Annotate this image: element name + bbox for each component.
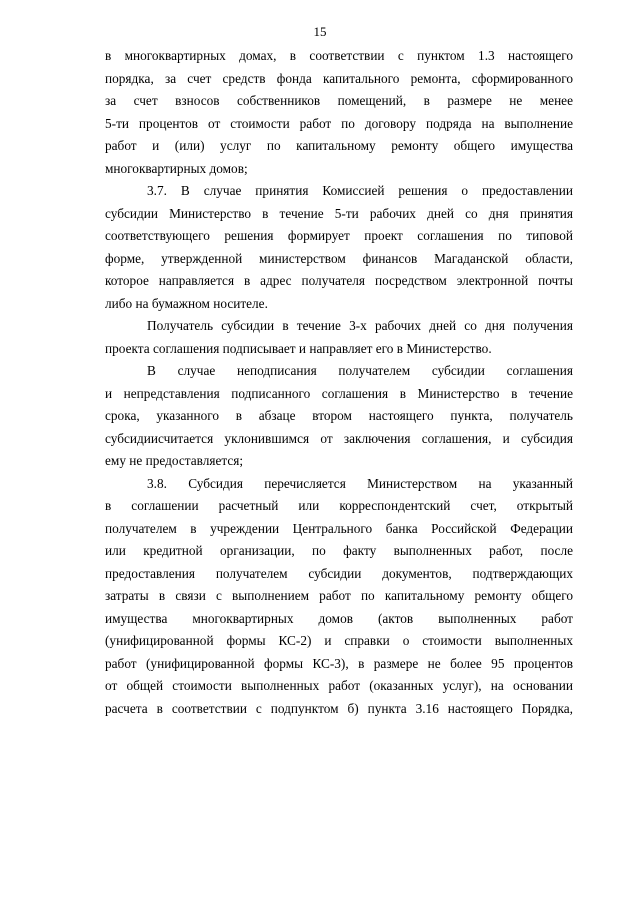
text-line: 5-ти процентов от стоимости работ по договору подряда на выполнение [105,115,573,131]
text-line: затраты в связи с выполнением работ по капитальному ремонту общего [105,588,573,603]
text-line: Получатель субсидии в течение 3-х рабочих дней со дня получения [147,318,573,333]
text-line: или кредитной организации, по факту выполненных работ, после [105,543,573,558]
page-number: 15 [313,24,327,39]
text-line: от общей стоимости выполненных работ (оказанных услуг), на основании [105,678,573,693]
text-line: либо на бумажном носителе. [105,295,268,311]
text-line: расчета в соответствии с подпунктом б) пункта 3.16 настоящего Порядка, [105,700,573,716]
text-line: в многоквартирных домах, в соответствии с пунктом 1.3 настоящего [105,48,573,63]
text-line: субсидии Министерство в течение 5-ти рабочих дней со дня принятия [105,205,573,221]
text-line: работ и (или) услуг по капитальному ремонту общего имущества [105,138,573,153]
text-line: предоставления получателем субсидии документов, подтверждающих [105,565,573,581]
text-line: субсидиисчитается уклонившимся от заключения соглашения, и субсидия [105,430,573,446]
text-line: В случае неподписания получателем субсидии соглашения [147,363,573,378]
text-line: порядка, за счет средств фонда капитального ремонта, сформированного [105,70,573,86]
text-line: и непредставления подписанного соглашения в Министерство в течение [105,385,573,401]
text-line: работ (унифицированной формы КС-3), в размере не более 95 процентов [105,655,573,671]
text-line: проекта соглашения подписывает и направляет его в Министерство. [105,340,492,356]
text-line: имущества многоквартирных домов (актов выполненных работ [105,610,573,626]
text-line: 3.8. Субсидия перечисляется Министерством на указанный [147,475,573,491]
text-line: получателем в учреждении Центрального банка Российской Федерации [105,520,573,536]
text-line: за счет взносов собственников помещений, в размере не менее [105,93,573,108]
text-line: многоквартирных домов; [105,160,248,176]
text-line: в соглашении расчетный или корреспондентский счет, открытый [105,498,573,513]
document-body [105,45,573,720]
text-line: срока, указанного в абзаце втором настоящего пункта, получатель [105,408,573,423]
text-line: 3.7. В случае принятия Комиссией решения о предоставлении [147,183,573,198]
text-line: соответствующего решения формирует проект соглашения по типовой [105,228,573,243]
text-line: форме, утвержденной министерством финансов Магаданской области, [105,250,573,266]
text-line: (унифицированной формы КС-2) и справки о стоимости выполненных [105,633,573,648]
text-line: ему не предоставляется; [105,453,244,468]
text-line: которое направляется в адрес получателя посредством электронной почты [105,273,573,288]
